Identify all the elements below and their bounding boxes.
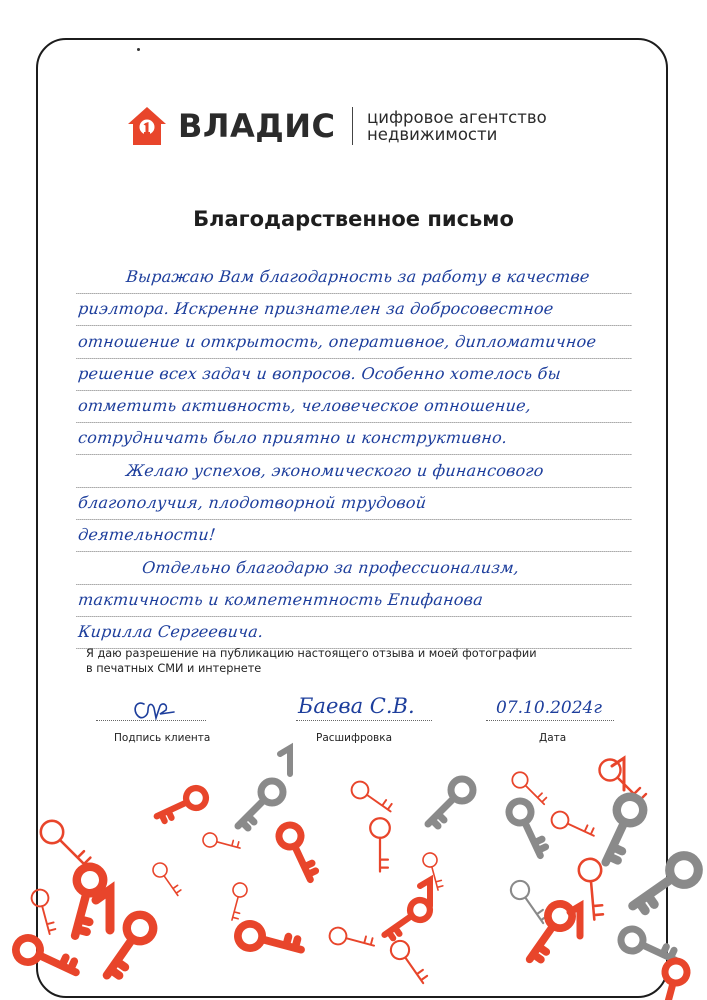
- letter-line: Желаю успехов, экономического и финансового: [76, 456, 634, 488]
- decoding-caption: Расшифровка: [316, 732, 393, 744]
- decoding-value: Баева С.В.: [298, 694, 415, 718]
- scattered-keys-icon: [0, 740, 707, 1000]
- letter-line: решение всех задач и вопросов. Особенно хотелось бы: [76, 359, 634, 391]
- client-signature-caption: Подпись клиента: [114, 732, 211, 744]
- letter-line: риэлтора. Искренне признателен за добросовестное: [76, 294, 634, 326]
- tagline-line-1: цифровое агентство: [367, 108, 547, 127]
- scan-dot: [137, 48, 140, 51]
- letter-line: Отдельно благодарю за профессионализм,: [76, 553, 634, 585]
- logo-divider: [352, 107, 354, 145]
- letter-line: Выражаю Вам благодарность за работу в качестве: [76, 262, 634, 294]
- letter-line: благополучия, плодотворной трудовой: [76, 488, 634, 520]
- publication-consent: [86, 646, 606, 676]
- brand-name: ВЛАДИС: [178, 107, 336, 145]
- date-caption: Дата: [539, 732, 567, 744]
- decoding-line: [296, 720, 432, 721]
- letter-line: отношение и открытость, оперативное, дипломатичное: [76, 327, 634, 359]
- house-key-icon: [126, 105, 168, 147]
- brand-tagline: [367, 109, 547, 143]
- letter-line: отметить активность, человеческое отношение,: [76, 391, 634, 423]
- page-title: Благодарственное письмо: [193, 207, 514, 231]
- letter-line: сотрудничать было приятно и конструктивно.: [76, 423, 634, 455]
- client-signature-line: [96, 720, 206, 721]
- letter-line: тактичность и компетентность Епифанова: [76, 585, 634, 617]
- consent-line-2: в печатных СМИ и интернете: [86, 662, 262, 675]
- letter-line: Кирилла Сергеевича.: [76, 617, 634, 649]
- letter-line: деятельности!: [76, 520, 634, 552]
- tagline-line-2: недвижимости: [367, 125, 498, 144]
- consent-line-1: Я даю разрешение на публикацию настоящего отзыва и моей фотографии: [86, 647, 537, 660]
- brand-logo: [126, 104, 547, 148]
- date-line: [486, 720, 614, 721]
- client-signature-icon: [130, 694, 178, 726]
- date-value: 07.10.2024г: [496, 698, 602, 718]
- handwritten-letter: [78, 262, 633, 650]
